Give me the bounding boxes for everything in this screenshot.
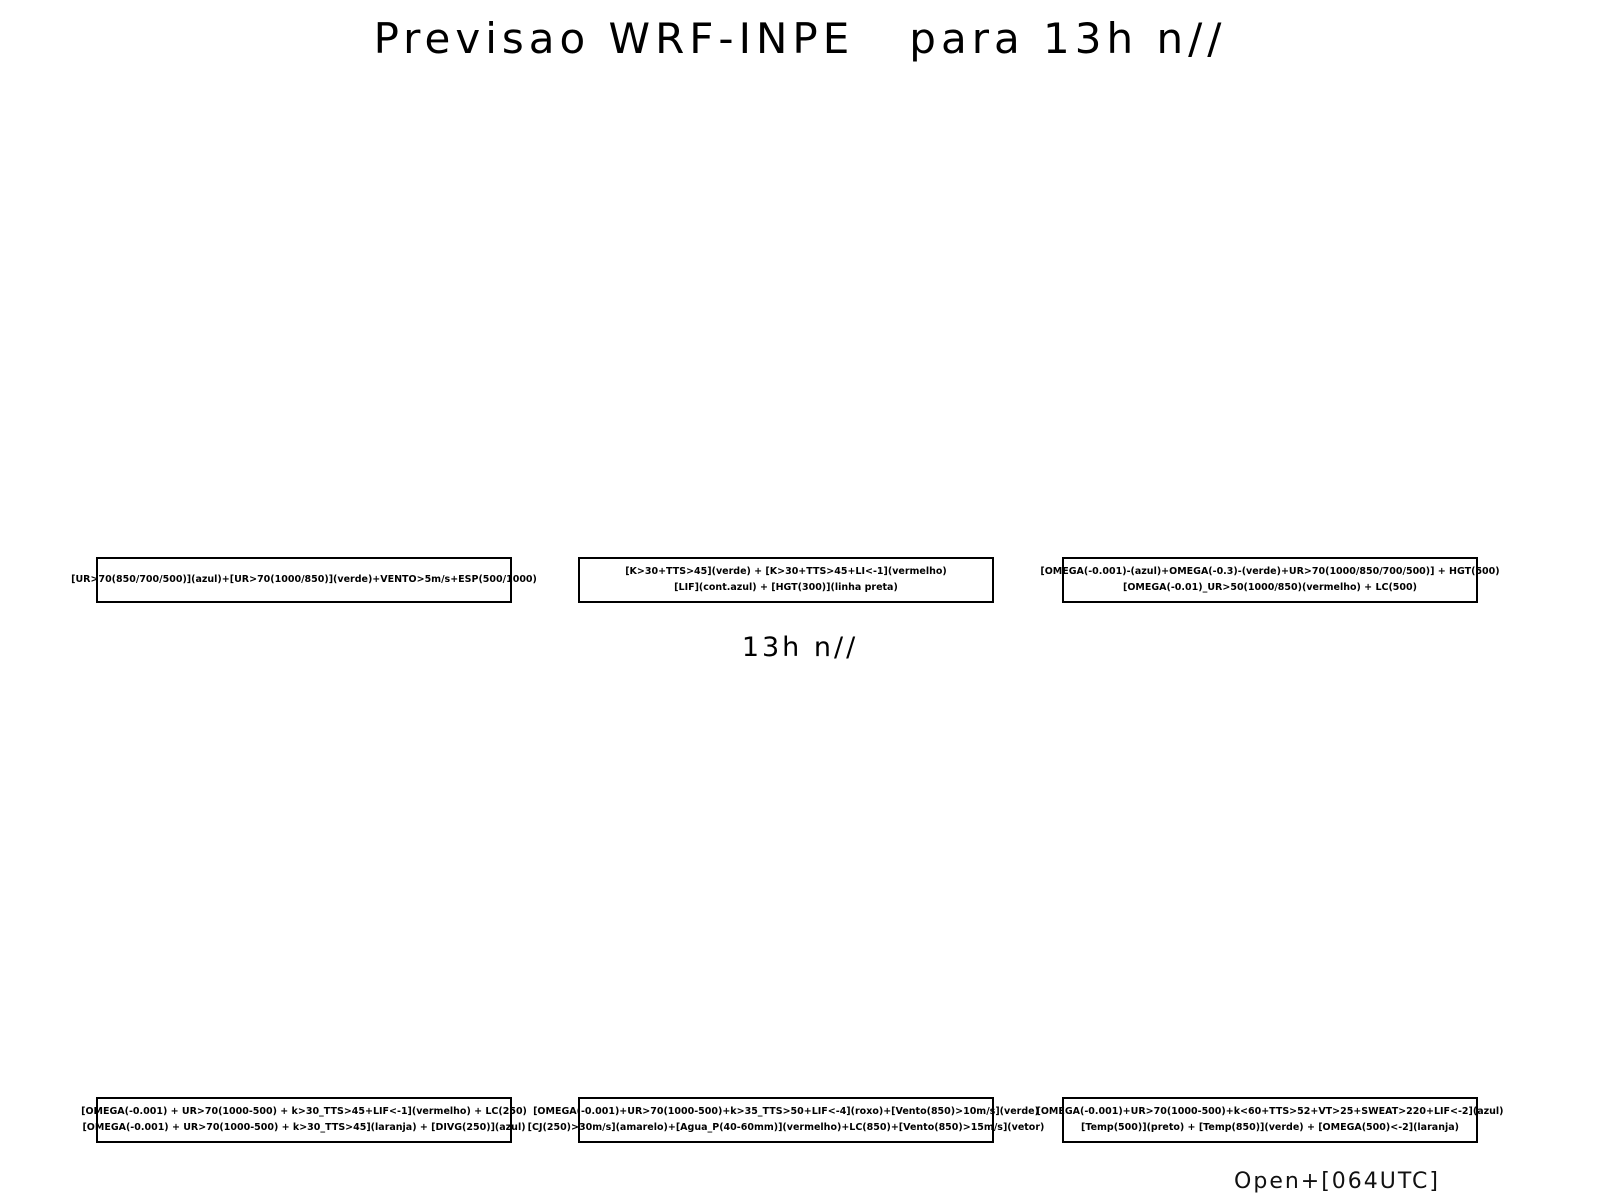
map-panel-top-center (578, 100, 994, 550)
legend-line: [Temp(500)](preto) + [Temp(850)](verde) + [OMEGA(500)<-2](laranja) (1081, 1122, 1459, 1133)
footer-stamp: Open+[064UTC] (1234, 1169, 1440, 1194)
legend-box-bottom-right (1036, 1097, 1504, 1143)
legend-line: [OMEGA(-0.001) + UR>70(1000-500) + k>30_TTS>45+LIF<-1](vermelho) + LC(250) (81, 1106, 527, 1117)
page-title: Previsao WRF-INPE para 13h n// (373, 14, 1227, 63)
legend-line: [K>30+TTS>45](verde) + [K>30+TTS>45+LI<-1](vermelho) (625, 566, 947, 577)
map-panel-top-right (1062, 100, 1478, 550)
legend-line: [UR>70(850/700/500)](azul)+[UR>70(1000/850)](verde)+VENTO>5m/s+ESP(500/1000) (71, 574, 537, 585)
map-panel-bottom-center (578, 680, 994, 1090)
map-panel-bottom-left (96, 680, 512, 1090)
legend-line: [OMEGA(-0.001)+UR>70(1000-500)+k<60+TTS>52+VT>25+SWEAT>220+LIF<-2](azul) (1036, 1106, 1504, 1117)
legend-box-top-center (578, 557, 994, 603)
legend-line: [OMEGA(-0.001) + UR>70(1000-500) + k>30_TTS>45](laranja) + [DIVG(250)](azul) (82, 1122, 526, 1133)
legend-line: [OMEGA(-0.01)_UR>50(1000/850)(vermelho) + LC(500) (1123, 582, 1417, 593)
legend-line: [OMEGA(-0.001)+UR>70(1000-500)+k>35_TTS>50+LIF<-4](roxo)+[Vento(850)>10m/s](verde) (533, 1106, 1039, 1117)
legend-line: [OMEGA(-0.001)-(azul)+OMEGA(-0.3)-(verde)+UR>70(1000/850/700/500)] + HGT(500) (1040, 566, 1500, 577)
legend-box-top-right (1040, 557, 1500, 603)
mid-caption: 13h n// (741, 632, 859, 663)
legend-line: [CJ(250)>30m/s](amarelo)+[Agua_P(40-60mm)](vermelho)+LC(850)+[Vento(850)>15m/s](vetor) (527, 1122, 1045, 1133)
legend-line: [LIF](cont.azul) + [HGT(300)](linha preta) (674, 582, 898, 593)
map-panel-top-left (96, 100, 512, 550)
map-panel-bottom-right (1062, 680, 1478, 1090)
legend-box-bottom-center (527, 1097, 1045, 1143)
legend-box-top-left (71, 557, 537, 603)
legend-box-bottom-left (81, 1097, 527, 1143)
